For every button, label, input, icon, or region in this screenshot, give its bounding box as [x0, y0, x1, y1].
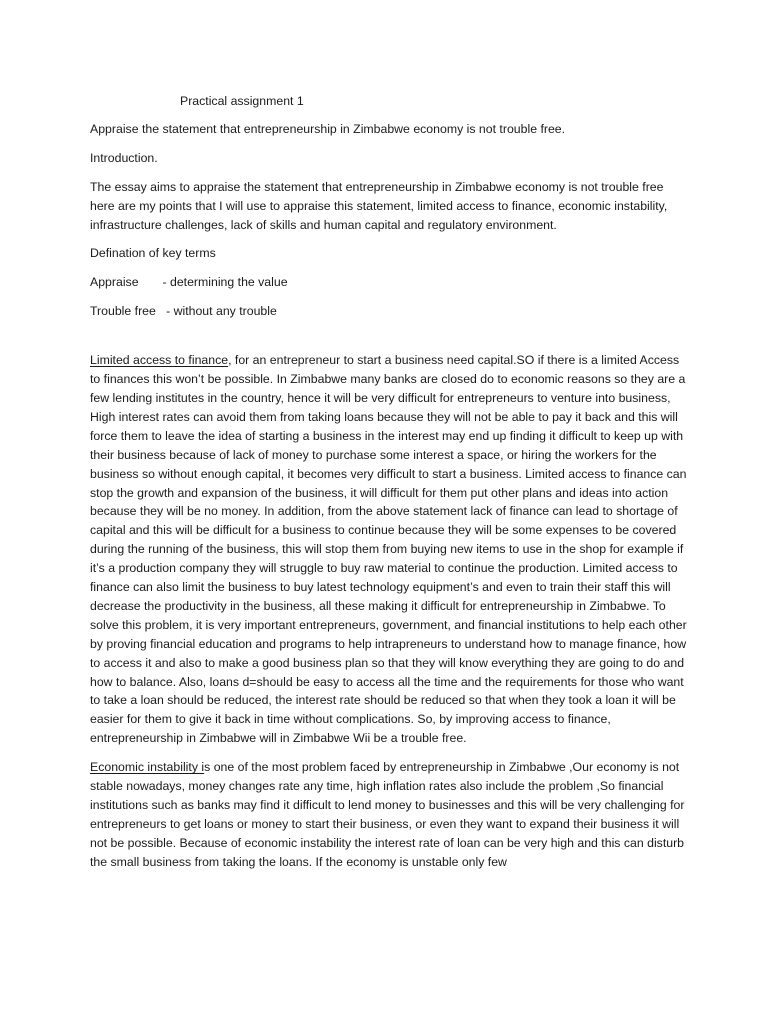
section-text-economic-instability: s one of the most problem faced by entrepreneurship in Zimbabwe ,Our economy is not stable nowadays, money changes rate any time, high inflation rates also include the problem ,So financial institutions such as banks may find it difficult to lend money to businesses and this will be very challenging for entrepreneurs to get loans or money to start their business, or even they want to expand their business it will not be possible. Because of economic instability the interest rate of loan can be very high and this can disturb the small business from taking the loans. If the economy is unstable only few: [90, 760, 685, 869]
definition-text: - determining the value: [162, 275, 288, 290]
definition-term: Trouble free: [90, 304, 156, 319]
definition-text: - without any trouble: [166, 304, 277, 319]
section-heading-finance: Limited access to finance: [90, 353, 229, 368]
definition-row-trouble-free: [90, 302, 690, 321]
section-limited-access-to-finance: [90, 351, 690, 748]
section-heading-economic-instability: Economic instability i: [90, 760, 205, 775]
document-body: [90, 92, 690, 882]
definition-term: Appraise: [90, 275, 139, 290]
definitions-heading: Defination of key terms: [90, 246, 216, 261]
blank-line: [90, 331, 690, 351]
introduction-heading: Introduction.: [90, 150, 158, 165]
document-title: Practical assignment 1: [180, 94, 304, 108]
section-text-finance: , for an entrepreneur to start a business need capital.SO if there is a limited Access to finances this won’t be possible. In Zimbabwe many banks are closed do to economic reasons so they are a few lending institutes in the country, hence it will be very difficult for entrepreneurs to venture into business, High interest rates can avoid them from taking loans because they will not be able to pay it back and this will force them to leave the idea of starting a business in the interest may end up finding it difficult to keep up with their business because of lack of money to purchase some interest a space, or hiring the workers for the business so without enough capital, it becomes very difficult to start a business. Limited access to finance can stop the growth and expansion of the business, it will difficult for them put other plans and ideas into action because they will be no money. In addition, from the above statement lack of finance can lead to shortage of capital and this will be difficult for a business to continue because they will be some expenses to be covered during the running of the business, this will stop them from buying new items to use in the shop for example if it’s a production company they will struggle to buy raw material to continue the production. Limited access to finance can also limit the business to buy latest technology equipment’s and even to train their staff this will decrease the productivity in the business, all these making it difficult for entrepreneurship in Zimbabwe. To solve this problem, it is very important entrepreneurs, government, and financial institutions to help each other by proving financial education and programs to help intrapreneurs to understand how to manage finance, how to access it and also to make a good business plan so that they will know everything they are going to do and how to balance. Also, loans d=should be easy to access all the time and the requirements for those who want to take a loan should be reduced, the interest rate should be reduced so that when they took a loan it will be easier for them to give it back in time without complications. So, by improving access to finance, entrepreneurship in Zimbabwe will in Zimbabwe Wii be a trouble free.: [90, 353, 687, 746]
section-economic-instability: [90, 758, 690, 871]
assignment-question: Appraise the statement that entrepreneurship in Zimbabwe economy is not trouble free.: [90, 121, 566, 136]
definition-row-appraise: [90, 273, 690, 292]
introduction-paragraph: The essay aims to appraise the statement that entrepreneurship in Zimbabwe economy is not trouble free here are my points that I will use to appraise this statement, limited access to finance, economic instability, infrastructure challenges, lack of skills and human capital and regulatory environment.: [90, 179, 668, 232]
